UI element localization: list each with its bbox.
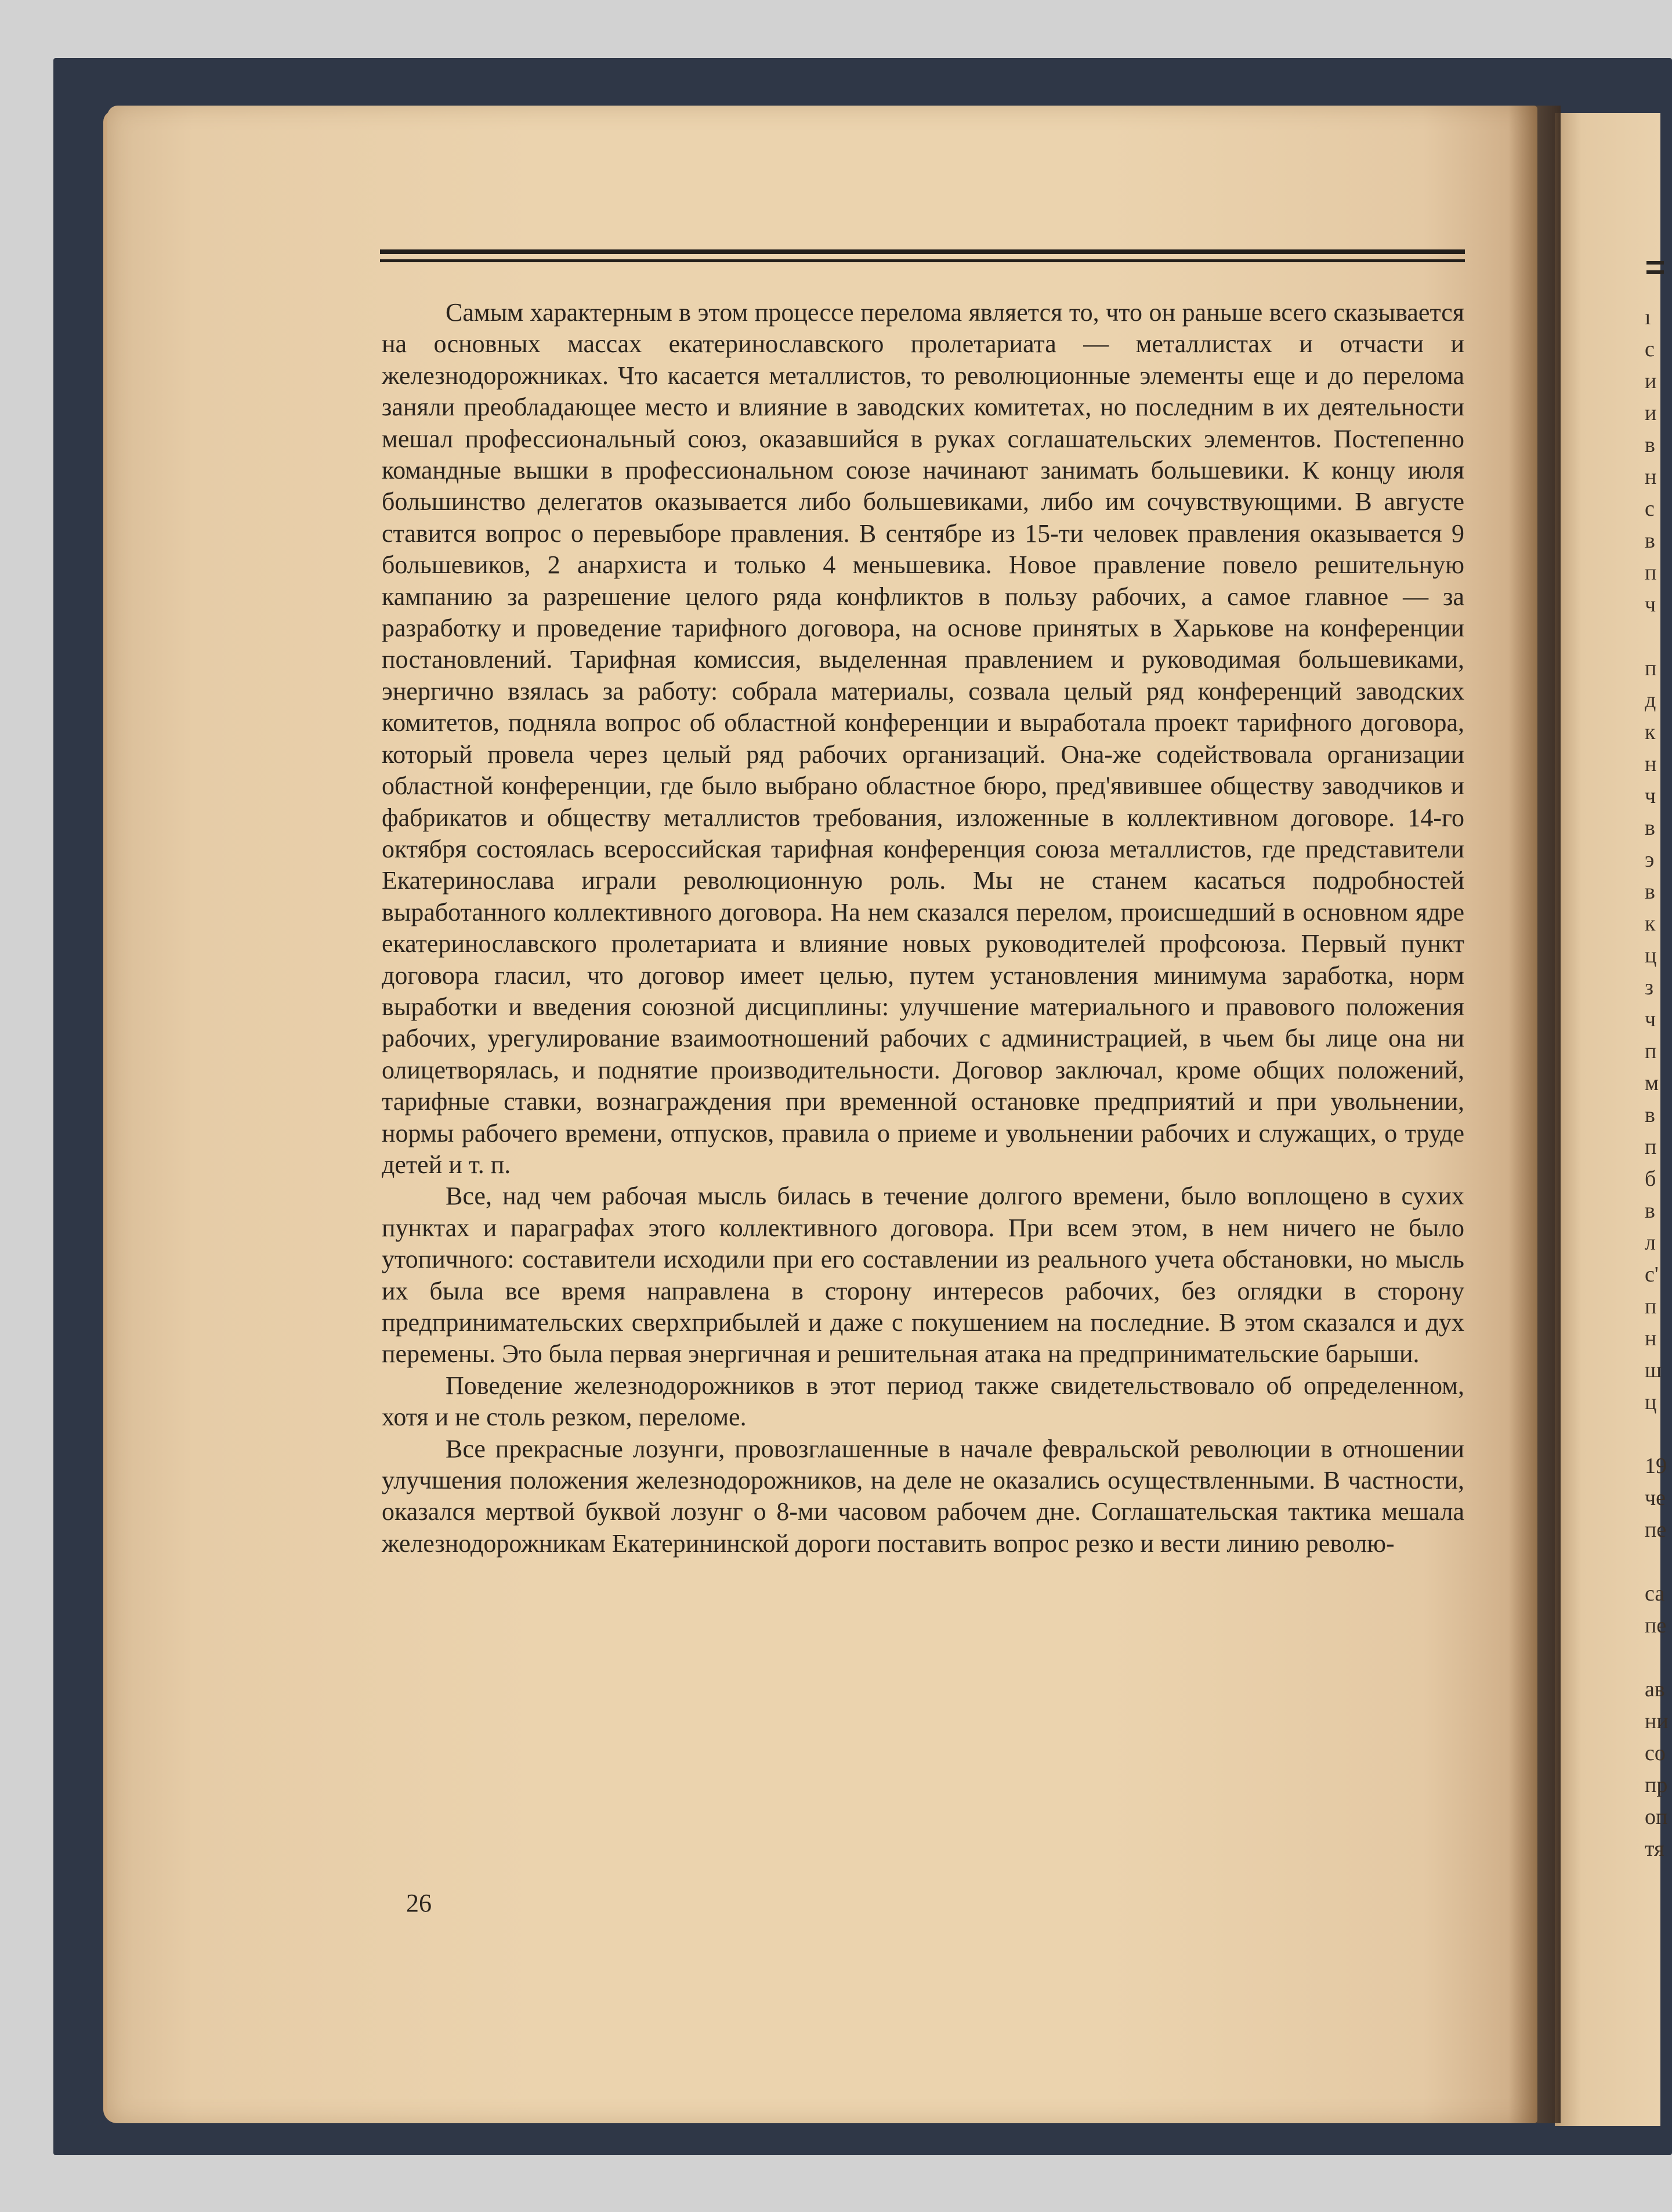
- book-gutter: [1508, 106, 1561, 2123]
- paragraph: Все прекрасные лозунги, провозглашенные в начале февральской революции в отношении улучшения положения железнодорожников, на деле не оказались осуществленными. В частности, оказался мертвой буквой лозунг о 8-ми часовом рабочем дне. Соглашательская тактика мешала железнодорожникам Екатерининской дороги поставить вопрос резко и вести линию револю-: [382, 1434, 1464, 1558]
- page-body-text: [382, 297, 1464, 1559]
- page-number: 26: [406, 1889, 432, 1917]
- paragraph: Поведение железнодорожников в этот период также свидетельствовало об определенном, хотя и не столь резком, переломе.: [382, 1371, 1464, 1432]
- paragraph: Все, над чем рабочая мысль билась в течение долгого времени, было воплощено в сухих пунктах и параграфах этого коллективного договора. При всем этом, в нем ничего не было утопичного: составители исходили при его составлении из реального учета обстановки, но мысль их была все время направлена в сторону интересов рабочих, без оглядки в сторону предпринимательских сверхприбылей и даже с покушением на последние. В этом сказался и дух перемены. Это была первая энергичная и решительная атака на предпринимательские барыши.: [382, 1182, 1464, 1369]
- facing-page-header-rule: [1646, 261, 1664, 280]
- header-double-rule: [380, 249, 1465, 262]
- facing-page-text-fragments: ı с и и в н с в п ч п д к н ч в э в к ц з ч п м в п б в л с' п н ш ц 19 че пе са пе ав ни со пр оп тя: [1645, 305, 1669, 1861]
- paragraph: Самым характерным в этом процессе перелома является то, что он раньше всего сказывается на основных массах екатеринославского пролетариата — металлистах и отчасти и железнодорожниках. Что касается металлистов, то революционные элементы еще и до перелома заняли преобладающее место и влияние в заводских комитетах, но последним в их деятельности мешал профессиональный союз, оказавшийся в руках соглашательских элементов. Постепенно командные вышки в профессиональном союзе начинают занимать большевики. К концу июля большинство делегатов оказывается либо большевиками, либо им сочувствующими. В августе ставится вопрос о перевыборе правления. В сентябре из 15-ти человек правления оказывается 9 большевиков, 2 анархиста и только 4 меньшевика. Новое правление повело решительную кампанию за разрешение целого ряда конфликтов в пользу рабочих, а самое главное — за разработку и проведение тарифного договора, на основе принятых в Харькове на конференции постановлений. Тарифная комиссия, выделенная правлением и руководимая большевиками, энергично взялась за работу: собрала материалы, созвала целый ряд конференций заводских комитетов, подняла вопрос об областной конференции и выработала проект тарифного договора, который провела через целый ряд рабочих организаций. Она-же содействовала организации областной конференции, где было выбрано областное бюро, пред'явившее обществу заводчиков и фабрикатов и обществу металлистов требования, изложенные в коллективном договоре. 14-го октября состоялась всероссийская тарифная конференция союза металлистов, где представители Екатеринослава играли революционную роль. Мы не станем касаться подробностей выработанного коллективного договора. На нем сказался перелом, происшедший в основном ядре екатеринославского пролетариата и влияние новых руководителей профсоюза. Первый пункт договора гласил, что договор имеет целью, путем установления минимума заработка, норм выработки и введения союзной дисциплины: улучшение материального и правового положения рабочих, урегулирование взаимоотношений рабочих с администрацией, в чьем бы лице она ни олицетворялась, и поднятие производительности. Договор заключал, кроме общих положений, тарифные ставки, вознаграждения при временной остановке предприятий и при увольнении, нормы рабочего времени, отпусков, правила о приеме и увольнении рабочих и служащих, о труде детей и т. п.: [382, 298, 1464, 1179]
